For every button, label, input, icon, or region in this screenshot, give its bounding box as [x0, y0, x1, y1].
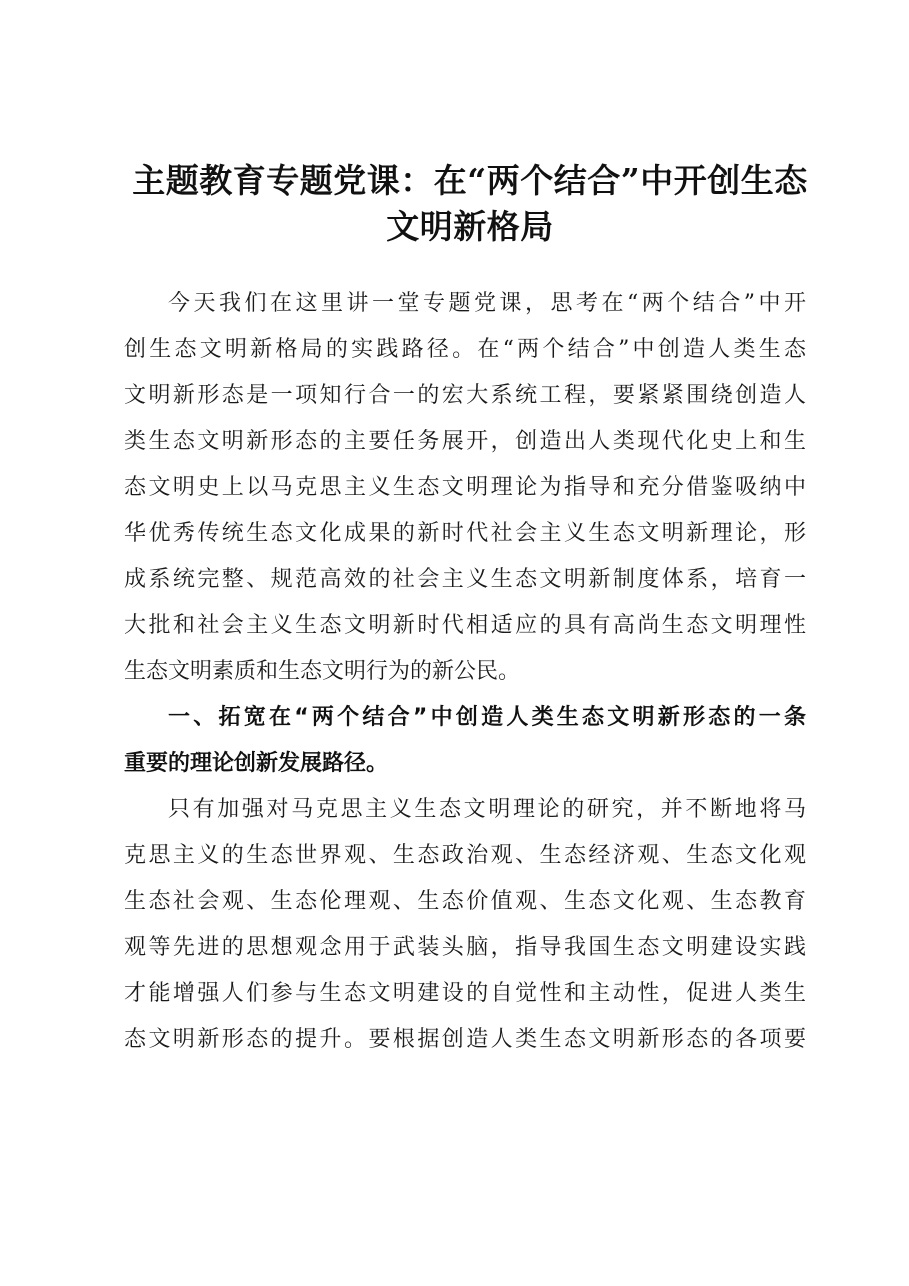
paragraph-line: 生态文明素质和生态文明行为的新公民。 — [124, 659, 521, 684]
paragraph-line: 克思主义的生态世界观、生态政治观、生态经济观、生态文化观 — [124, 843, 806, 868]
title-line-1: 主题教育专题党课：在“两个结合”中开创生态 — [132, 161, 808, 200]
paragraph-line: 成系统完整、规范高效的社会主义生态文明新制度体系，培育一 — [124, 567, 806, 592]
paragraph-line: 文明新形态是一项知行合一的宏大系统工程，要紧紧围绕创造人 — [124, 383, 806, 408]
paragraph-line: 才能增强人们参与生态文明建设的自觉性和主动性，促进人类生 — [124, 981, 806, 1006]
paragraph-line: 态文明史上以马克思主义生态文明理论为指导和充分借鉴吸纳中 — [124, 475, 806, 500]
title-line-2: 文明新格局 — [386, 207, 554, 246]
intro-paragraph — [124, 281, 806, 695]
section-heading-line: 一、拓宽在“两个结合”中创造人类生态文明新形态的一条 — [168, 705, 806, 730]
paragraph-line: 生态社会观、生态伦理观、生态价值观、生态文化观、生态教育 — [124, 889, 806, 914]
paragraph-line: 今天我们在这里讲一堂专题党课，思考在“两个结合”中开 — [168, 291, 806, 316]
paragraph-line: 观等先进的思想观念用于武装头脑，指导我国生态文明建设实践 — [124, 935, 806, 960]
section-paragraph — [124, 787, 806, 1063]
section-heading-line: 重要的理论创新发展路径。 — [124, 751, 389, 776]
paragraph-line: 只有加强对马克思主义生态文明理论的研究，并不断地将马 — [168, 797, 806, 822]
paragraph-line: 创生态文明新格局的实践路径。在“两个结合”中创造人类生态 — [124, 337, 806, 362]
paragraph-line: 类生态文明新形态的主要任务展开，创造出人类现代化史上和生 — [124, 429, 806, 454]
document-body — [124, 281, 806, 1063]
paragraph-line: 大批和社会主义生态文明新时代相适应的具有高尚生态文明理性 — [124, 613, 806, 638]
document-title — [110, 158, 830, 250]
section-heading — [124, 695, 806, 787]
paragraph-line: 态文明新形态的提升。要根据创造人类生态文明新形态的各项要 — [124, 1027, 806, 1052]
paragraph-line: 华优秀传统生态文化成果的新时代社会主义生态文明新理论，形 — [124, 521, 806, 546]
